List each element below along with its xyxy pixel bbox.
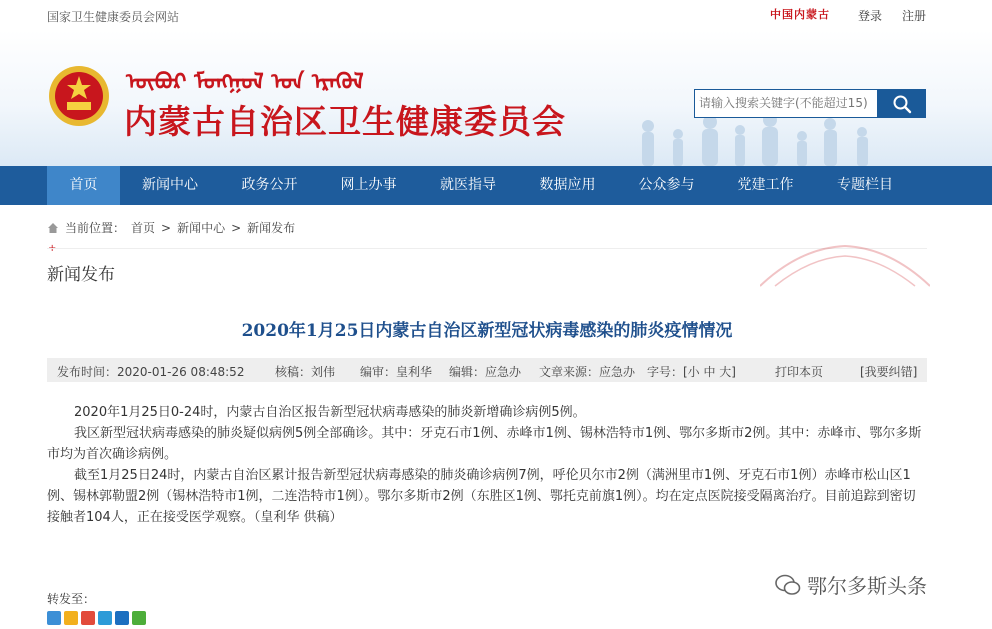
article-paragraph: 我区新型冠状病毒感染的肺炎疑似病例5例全部确诊。其中：牙克石市1例、赤峰市1例、锡林浩特市1例、鄂尔多斯市2例。其中：赤峰市、鄂尔多斯市均为首次确诊病例。 [47,426,922,462]
breadcrumb-separator: > [161,220,172,235]
nav-item-news-center[interactable]: 新闻中心 [142,177,198,193]
article-source: 文章来源：应急办 [539,365,636,379]
font-size-label: 字号： [647,365,684,379]
breadcrumb [47,219,295,236]
national-emblem-icon [47,64,111,128]
partner-logo[interactable]: 中国内蒙古 [770,8,830,21]
watermark [775,570,927,599]
article-paragraph: 截至1月25日24时，内蒙古自治区累计报告新型冠状病毒感染的肺炎确诊病例7例，呼伦贝尔市2例（满洲里市1例、牙克石市1例）赤峰市松山区1例、锡林郭勒盟2例（锡林浩特市1例，二连浩特市1例）。鄂尔多斯市2例（东胜区1例、鄂托克前旗1例）。均在定点医院接受隔离治疗。目前追踪到密切接触者104人，正在接受医学观察。（皇利华 供稿） [47,468,916,525]
search-input[interactable] [695,90,879,116]
editor: 编审：皇利华 [360,365,433,379]
decorative-pattern-graphic [760,238,930,288]
nav-item-party-building[interactable]: 党建工作 [737,177,794,193]
breadcrumb-news-release[interactable]: 新闻发布 [247,221,296,235]
home-icon [47,222,59,234]
article-paragraph: 2020年1月25日0-24时，内蒙古自治区报告新型冠状病毒感染的肺炎新增确诊病例5例。 [74,405,586,420]
breadcrumb-news-center[interactable]: 新闻中心 [177,221,226,235]
qzone-icon[interactable] [47,611,61,625]
watermark-text: 鄂尔多斯头条 [807,574,927,598]
section-title: 新闻发布 [47,265,115,285]
nav-item-special-topics[interactable]: 专题栏目 [837,177,893,193]
site-name-link[interactable]: 国家卫生健康委员会网站 [47,10,180,24]
org-name: 内蒙古自治区卫生健康委员会 [124,102,566,141]
nav-item-public-participation[interactable]: 公众参与 [638,177,695,193]
breadcrumb-prefix: 当前位置： [65,221,126,235]
nav-item-medical-guidance[interactable]: 就医指导 [440,177,496,193]
font-size-selector[interactable]: [小 中 大] [683,365,736,379]
search-box [694,89,878,118]
weibo-icon[interactable] [81,611,95,625]
breadcrumb-home[interactable]: 首页 [131,221,156,235]
reviewer: 核稿：刘伟 [275,365,336,379]
mongolian-org-name: ᠥᠪᠥᠷ ᠮᠣᠩᠭᠣᠯ ᠤᠨ ᠡᠷᠡᠭᠦᠯ [126,70,364,95]
report-error-link[interactable]: [我要纠错] [860,365,918,379]
article-meta-bar [47,358,927,382]
nav-item-government-affairs[interactable]: 政务公开 [241,177,298,193]
wechat-icon[interactable] [132,611,146,625]
search-icon [892,94,912,114]
header-banner [0,30,992,166]
top-bar [0,0,992,30]
breadcrumb-separator: > [231,220,242,235]
register-link[interactable]: 注册 [902,9,927,23]
wechat-logo-icon [775,574,801,596]
article-body [47,402,927,528]
nav-item-home[interactable]: 首页 [47,166,120,205]
share-icons [47,611,146,625]
print-page-link[interactable]: 打印本页 [775,365,824,379]
qq-icon[interactable] [98,611,112,625]
login-link[interactable]: 登录 [858,9,883,23]
favorite-icon[interactable] [64,611,78,625]
nav-item-data-applications[interactable]: 数据应用 [539,177,596,193]
article-title: 2020年1月25日内蒙古自治区新型冠状病毒感染的肺炎疫情情况 [241,321,733,341]
compiler: 编辑：应急办 [449,365,522,379]
people-silhouette-graphic [630,112,890,166]
main-nav [0,166,992,205]
search-button[interactable] [878,89,926,118]
nav-item-online-services[interactable]: 网上办事 [340,177,397,193]
share-label: 转发至： [47,592,96,606]
renren-icon[interactable] [115,611,129,625]
publish-time: 发布时间：2020-01-26 08:48:52 [57,365,245,379]
